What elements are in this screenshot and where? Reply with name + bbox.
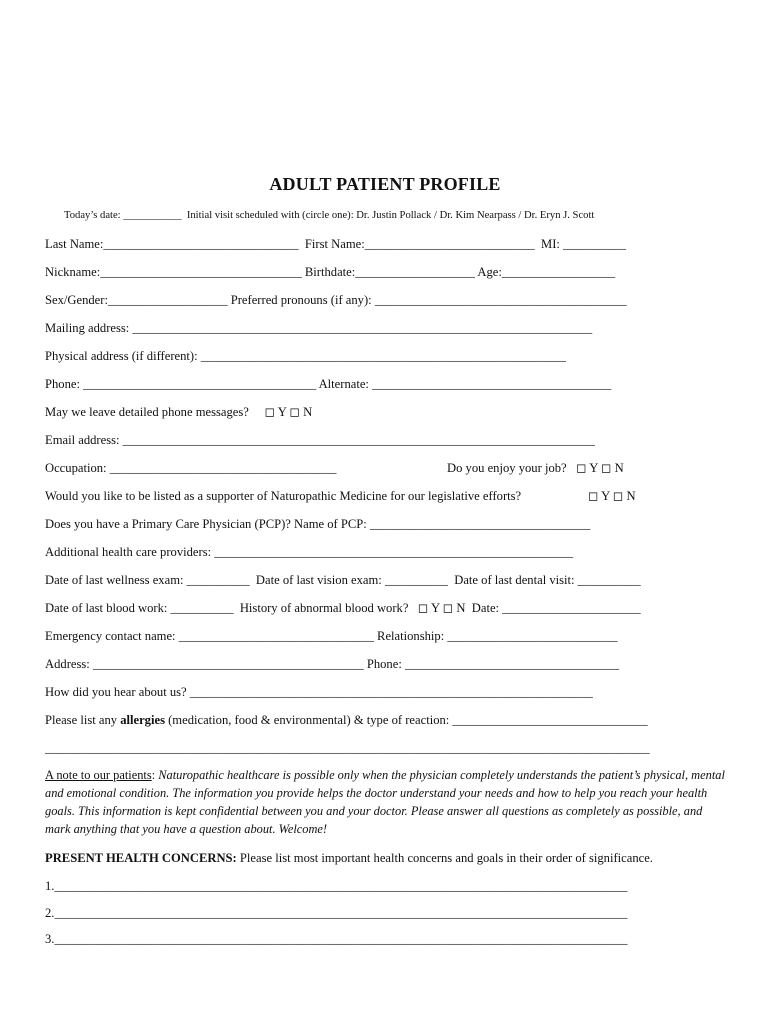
note-colon: : xyxy=(151,768,156,782)
concern-line-1[interactable]: 1.___________________________________________________________________________________________ xyxy=(45,879,628,893)
emergency-contact-line[interactable]: Emergency contact name: _______________________________ Relationship: ___________________________ xyxy=(45,629,618,643)
page-title: ADULT PATIENT PROFILE xyxy=(269,174,501,194)
supporter-question: Would you like to be listed as a supporter of Naturopathic Medicine for our legislative efforts? xyxy=(45,489,522,503)
supporter-checkboxes[interactable]: ◻ Y ◻ N xyxy=(588,489,636,503)
phone-line[interactable]: Phone: _____________________________________ Alternate: ______________________________________ xyxy=(45,377,612,391)
last-exams-line[interactable]: Date of last wellness exam: __________ Date of last vision exam: __________ Date of last dental visit: __________ xyxy=(45,573,641,587)
allergies-suffix: (medication, food & environmental) & type of reaction: _______________________________ xyxy=(164,713,648,727)
concern-line-2[interactable]: 2.___________________________________________________________________________________________ xyxy=(45,906,628,920)
note-body: Naturopathic healthcare is possible only when the physician completely understands the patient’s physical, mental and emotional condition. The information you provide helps the doctor understand your needs and how to help you reach your health goals. This information is kept confidential between you and your doctor. Please answer all questions as completely as possible, and mark anything that you have a question about. Welcome! xyxy=(45,768,725,836)
visit-line[interactable]: Today’s date: ___________ Initial visit scheduled with (circle one): Dr. Justin Pollack / Dr. Kim Nearpass / Dr. Eryn J. Scott xyxy=(64,210,595,221)
physical-address-line[interactable]: Physical address (if different): __________________________________________________________ xyxy=(45,349,566,363)
allergies-label: allergies xyxy=(120,713,165,727)
referral-line[interactable]: How did you hear about us? ________________________________________________________________ xyxy=(45,685,593,699)
gender-line[interactable]: Sex/Gender:___________________ Preferred pronouns (if any): ________________________________________ xyxy=(45,293,627,307)
occupation-line[interactable]: Occupation: ____________________________________ xyxy=(45,461,337,475)
allergies-line[interactable] xyxy=(45,712,735,728)
present-heading: PRESENT HEALTH CONCERNS: xyxy=(45,851,237,865)
emergency-address-line[interactable]: Address: ___________________________________________ Phone: __________________________________ xyxy=(45,657,620,671)
present-text: Please list most important health concerns and goals in their order of significance. xyxy=(236,851,653,865)
email-line[interactable]: Email address: ___________________________________________________________________________ xyxy=(45,433,595,447)
pcp-line[interactable]: Does you have a Primary Care Physician (PCP)? Name of PCP: ___________________________________ xyxy=(45,517,591,531)
nickname-line[interactable]: Nickname:________________________________ Birthdate:___________________ Age:__________________ xyxy=(45,265,616,279)
providers-line[interactable]: Additional health care providers: _________________________________________________________ xyxy=(45,545,574,559)
note-lead: A note to our patients xyxy=(45,768,152,782)
patient-note xyxy=(45,766,729,838)
allergies-continuation-line[interactable]: ________________________________________________________________________________________________ xyxy=(45,741,650,755)
allergies-prefix: Please list any xyxy=(45,713,121,727)
blood-work-line[interactable]: Date of last blood work: __________ History of abnormal blood work? ◻ Y ◻ N Date: ______________________ xyxy=(45,601,641,615)
phone-messages-line[interactable]: May we leave detailed phone messages? ◻ Y ◻ N xyxy=(45,405,313,419)
enjoy-job-line[interactable]: Do you enjoy your job? ◻ Y ◻ N xyxy=(447,461,624,475)
present-health-concerns xyxy=(45,850,735,866)
concern-line-3[interactable]: 3.___________________________________________________________________________________________ xyxy=(45,932,628,946)
name-line[interactable]: Last Name:_______________________________ First Name:___________________________ MI: __________ xyxy=(45,237,627,251)
mailing-address-line[interactable]: Mailing address: _________________________________________________________________________ xyxy=(45,321,593,335)
